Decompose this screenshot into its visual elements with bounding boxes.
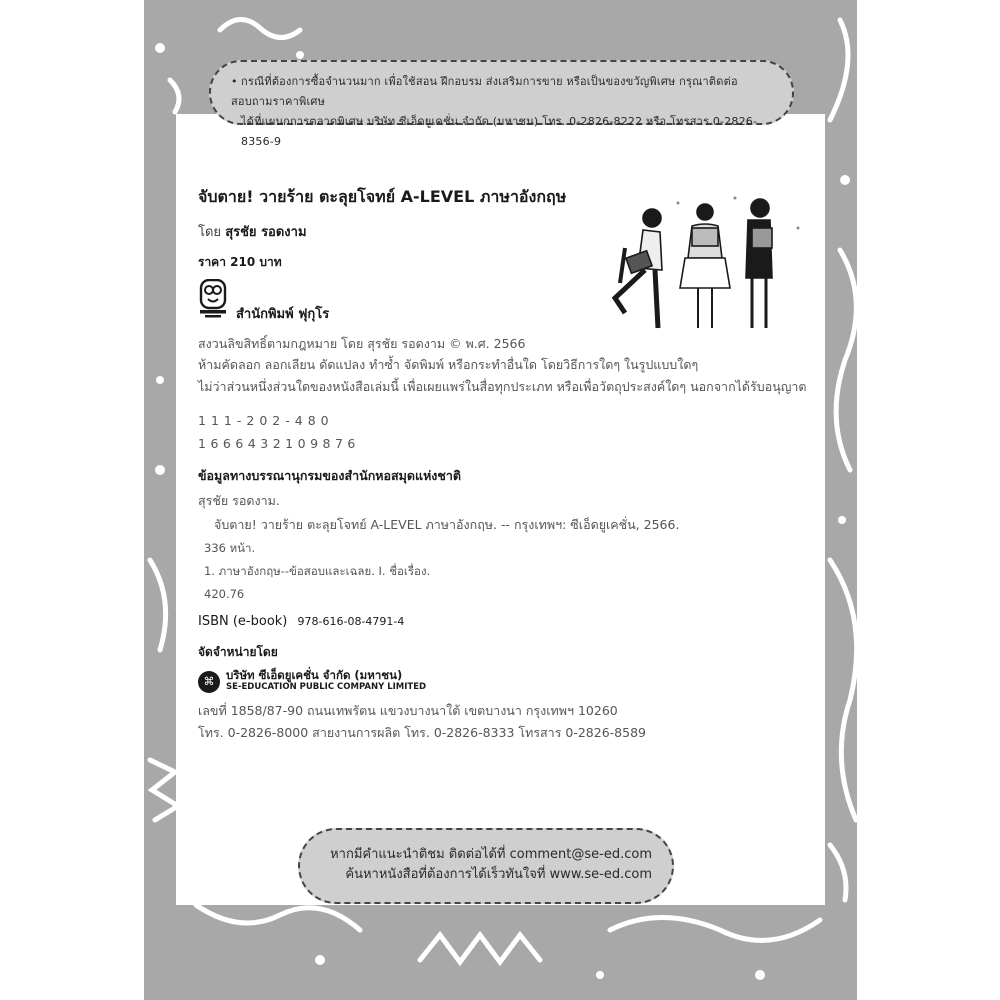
distributor-name-english: SE-EDUCATION PUBLIC COMPANY LIMITED [226, 682, 427, 692]
bulk-order-notice: • กรณีที่ต้องการซื้อจำนวนมาก เพื่อใช้สอน ฝึกอบรม ส่งเสริมการขาย หรือเป็นของขวัญพิเศษ กรุณาติดต่อสอบถามราคาพิเศษ ได้ที่แผนกการตลาดพิเศษ บริษัท ซีเอ็ดยูเคชั่น จำกัด (มหาชน) โทร. 0-2826-8222 หรือ โทรสาร 0-2826-8356-9 [209, 60, 794, 125]
contact-notice [298, 828, 674, 904]
cip-author: สุรชัย รอดงาม. [198, 493, 280, 508]
barcode-number: 1666432109876 [198, 436, 360, 451]
author-prefix: โดย [198, 225, 222, 240]
distributor-heading: จัดจำหน่ายโดย [198, 645, 278, 659]
author-name: สุรชัย รอดงาม [225, 225, 307, 240]
se-ed-logo-icon: ⌘ [198, 671, 220, 693]
bulk-order-notice-line2: ได้ที่แผนกการตลาดพิเศษ บริษัท ซีเอ็ดยูเคชั่น จำกัด (มหาชน) โทร. 0-2826-8222 หรือ โทรสาร 0-2826-8356-9 [241, 115, 758, 148]
cip-heading: ข้อมูลทางบรรณานุกรมของสำนักหอสมุดแห่งชาติ [198, 468, 462, 483]
cip-subject: 1. ภาษาอังกฤษ--ข้อสอบและเฉลย. I. ชื่อเรื่อง. [204, 564, 431, 578]
publisher-name: สำนักพิมพ์ ฟุกุโร [236, 307, 330, 322]
product-code: 111-202-480 [198, 413, 334, 428]
copyright-line: สงวนลิขสิทธิ์ตามกฎหมาย โดย สุรชัย รอดงาม © พ.ศ. 2566 [198, 336, 526, 351]
isbn-number: 978-616-08-4791-4 [297, 615, 405, 628]
author-line [198, 221, 307, 242]
owl-logo-icon [198, 279, 228, 319]
cip-pages: 336 หน้า. [204, 541, 256, 555]
cip-title: จับตาย! วายร้าย ตะลุยโจทย์ A-LEVEL ภาษาอังกฤษ. -- กรุงเทพฯ: ซีเอ็ดยูเคชั่น, 2566. [214, 517, 680, 532]
bulk-order-notice-line1: กรณีที่ต้องการซื้อจำนวนมาก เพื่อใช้สอน ฝึกอบรม ส่งเสริมการขาย หรือเป็นของขวัญพิเศษ กรุณาติดต่อสอบถามราคาพิเศษ [231, 75, 738, 108]
contact-notice-website: ค้นหาหนังสือที่ต้องการได้เร็วทันใจที่ www.se-ed.com [345, 867, 652, 882]
distributor-name-thai: บริษัท ซีเอ็ดยูเคชั่น จำกัด (มหาชน) [226, 668, 403, 682]
cip-classification: 420.76 [204, 587, 245, 601]
distributor-address: เลขที่ 1858/87-90 ถนนเทพรัตน แขวงบางนาใต้ เขตบางนา กรุงเทพฯ 10260 [198, 703, 618, 718]
contact-notice-email: หากมีคำแนะนำติชม ติดต่อได้ที่ comment@se-ed.com [330, 847, 652, 862]
isbn-line [198, 614, 404, 629]
distributor-phones: โทร. 0-2826-8000 สายงานการผลิต โทร. 0-2826-8333 โทรสาร 0-2826-8589 [198, 725, 646, 740]
book-title: จับตาย! วายร้าย ตะลุยโจทย์ A-LEVEL ภาษาอังกฤษ [198, 187, 567, 206]
copyright-restriction-line1: ห้ามคัดลอก ลอกเลียน ดัดแปลง ทำซ้ำ จัดพิมพ์ หรือกระทำอื่นใด โดยวิธีการใดๆ ในรูปแบบใดๆ [198, 357, 699, 372]
students-reading-illustration [600, 188, 815, 338]
isbn-label: ISBN (e-book) [198, 614, 288, 629]
copyright-restriction-line2: ไม่ว่าส่วนหนึ่งส่วนใดของหนังสือเล่มนี้ เพื่อเผยแพร่ในสื่อทุกประเภท หรือเพื่อวัตถุประสงค์ใดๆ นอกจากได้รับอนุญาต [198, 379, 807, 394]
book-price: ราคา 210 บาท [198, 255, 282, 269]
